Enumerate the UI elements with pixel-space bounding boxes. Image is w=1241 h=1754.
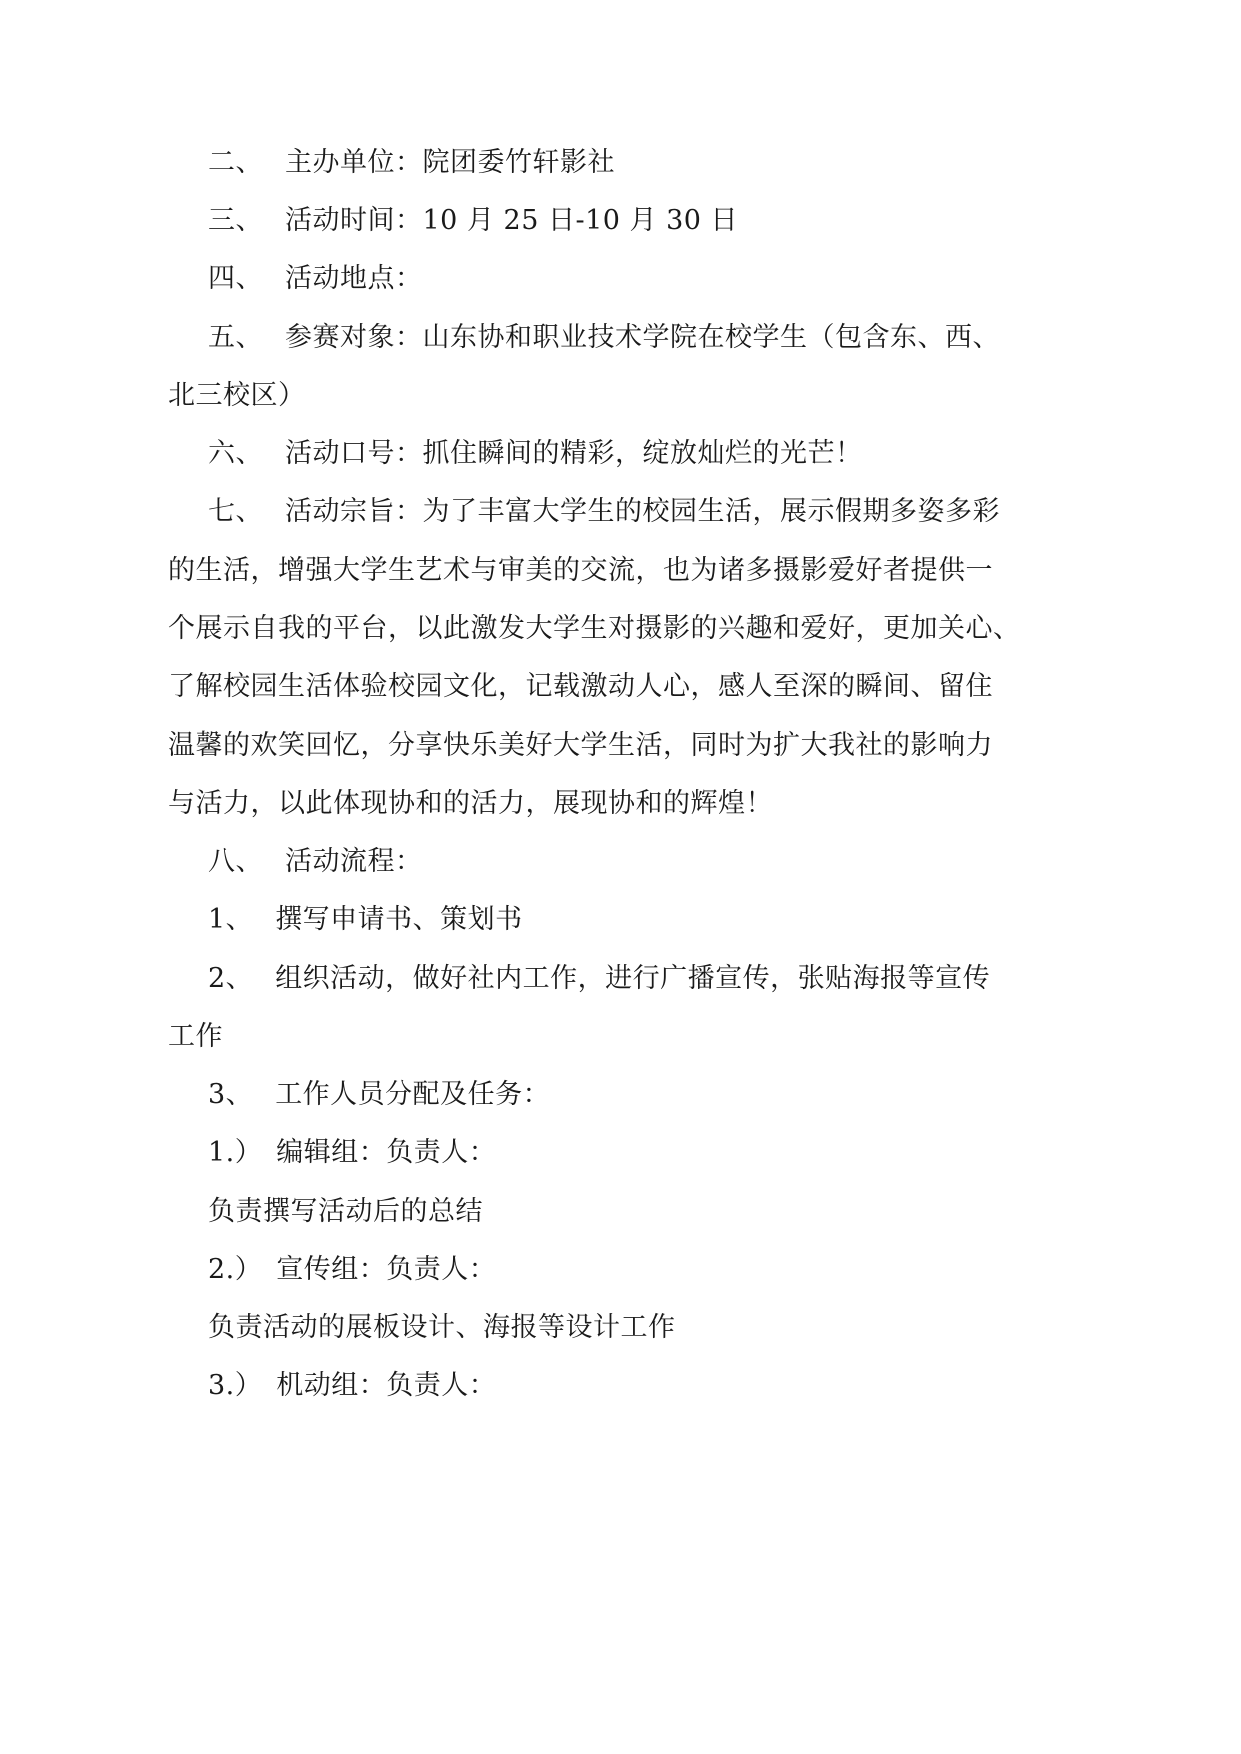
list-number: 3、 (208, 1079, 254, 1110)
text-line (168, 1019, 223, 1055)
text-line (208, 1252, 496, 1288)
list-number: 七、 (208, 496, 263, 527)
line-text: 活动地点： (285, 263, 423, 294)
line-text: 个展示自我的平台，以此激发大学生对摄影的兴趣和爱好，更加关心、 (168, 613, 1021, 644)
line-text: 温馨的欢笑回忆，分享快乐美好大学生活，同时为扩大我社的影响力 (168, 730, 993, 761)
text-line (208, 1194, 483, 1230)
text-line (168, 553, 993, 589)
text-line (208, 320, 1000, 356)
list-number: 二、 (208, 147, 263, 178)
line-text: 负责活动的展板设计、海报等设计工作 (208, 1312, 676, 1343)
text-line (208, 1310, 676, 1346)
text-line (168, 786, 773, 822)
text-line (208, 902, 523, 938)
line-text: 活动时间：10 月 25 日-10 月 30 日 (285, 205, 739, 236)
text-line (168, 378, 306, 414)
list-number: 八、 (208, 846, 263, 877)
line-text: 活动宗旨：为了丰富大学生的校园生活，展示假期多姿多彩 (285, 496, 1000, 527)
text-line (168, 669, 993, 705)
text-line (208, 494, 1000, 530)
list-number: 3.） (208, 1370, 263, 1401)
text-line (168, 728, 993, 764)
line-text: 北三校区） (168, 380, 306, 411)
line-text: 参赛对象：山东协和职业技术学院在校学生（包含东、西、 (285, 322, 1000, 353)
text-line (208, 261, 423, 297)
list-number: 五、 (208, 322, 263, 353)
text-line (208, 1077, 550, 1113)
text-line (208, 1135, 496, 1171)
line-text: 了解校园生活体验校园文化，记载激动人心，感人至深的瞬间、留住 (168, 671, 993, 702)
text-line (208, 844, 423, 880)
line-text: 活动流程： (285, 846, 423, 877)
list-number: 2.） (208, 1254, 263, 1285)
line-text: 活动口号：抓住瞬间的精彩，绽放灿烂的光芒！ (285, 438, 863, 469)
list-number: 四、 (208, 263, 263, 294)
text-line (208, 961, 990, 997)
line-text: 与活力，以此体现协和的活力，展现协和的辉煌！ (168, 788, 773, 819)
line-text: 主办单位：院团委竹轩影社 (285, 147, 615, 178)
line-text: 机动组：负责人： (276, 1370, 497, 1401)
list-number: 三、 (208, 205, 263, 236)
text-line (208, 203, 738, 239)
list-number: 2、 (208, 963, 254, 994)
list-number: 1.） (208, 1137, 263, 1168)
text-line (208, 145, 615, 181)
line-text: 的生活，增强大学生艺术与审美的交流，也为诸多摄影爱好者提供一 (168, 555, 993, 586)
text-line (208, 436, 863, 472)
line-text: 负责撰写活动后的总结 (208, 1196, 483, 1227)
line-text: 宣传组：负责人： (276, 1254, 497, 1285)
text-line (168, 611, 1021, 647)
list-number: 1、 (208, 904, 254, 935)
line-text: 组织活动，做好社内工作，进行广播宣传，张贴海报等宣传 (275, 963, 991, 994)
line-text: 工作 (168, 1021, 223, 1052)
line-text: 工作人员分配及任务： (275, 1079, 551, 1110)
list-number: 六、 (208, 438, 263, 469)
line-text: 撰写申请书、策划书 (275, 904, 523, 935)
text-line (208, 1368, 496, 1404)
line-text: 编辑组：负责人： (276, 1137, 497, 1168)
